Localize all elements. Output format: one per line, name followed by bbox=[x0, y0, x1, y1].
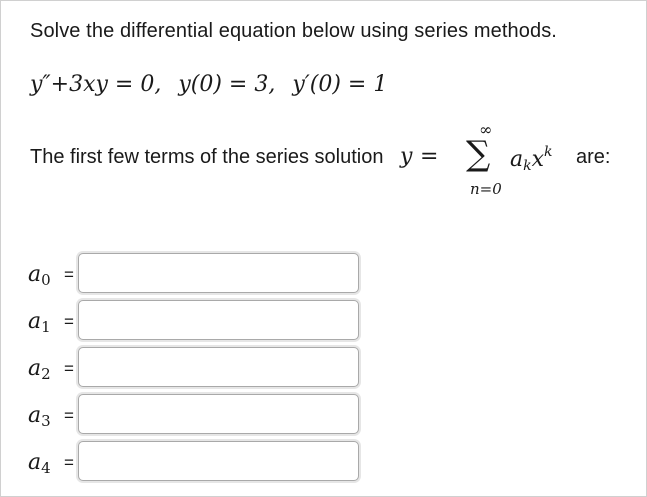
coefficient-input-a0[interactable] bbox=[78, 253, 359, 293]
equals-sign: = bbox=[64, 359, 74, 378]
instruction-text: Solve the differential equation below using series methods. bbox=[30, 20, 557, 42]
differential-equation bbox=[30, 72, 387, 97]
coefficient-row-a4 bbox=[28, 440, 368, 487]
coefficient-row-a2 bbox=[28, 346, 368, 393]
series-y: y bbox=[400, 144, 413, 169]
equals-sign: = bbox=[64, 312, 74, 331]
summation-symbol: ∑ bbox=[466, 134, 491, 174]
initial-condition-yprime: y′(0) = 1 bbox=[292, 72, 388, 97]
coefficient-row-a3 bbox=[28, 393, 368, 440]
coefficient-list bbox=[28, 252, 368, 487]
equals-sign: = bbox=[64, 265, 74, 284]
coefficient-input-a4[interactable] bbox=[78, 441, 359, 481]
series-formula bbox=[400, 118, 640, 198]
series-equals: = bbox=[420, 144, 439, 169]
sum-upper-limit: ∞ bbox=[479, 120, 493, 139]
coefficient-label: $a_3$ bbox=[28, 403, 51, 430]
initial-condition-y: y(0) = 3, bbox=[178, 72, 276, 97]
coefficient-input-a1[interactable] bbox=[78, 300, 359, 340]
series-term: $a_kx^k$ bbox=[510, 144, 553, 174]
coefficient-input-a3[interactable] bbox=[78, 394, 359, 434]
coefficient-input-a2[interactable] bbox=[78, 347, 359, 387]
coefficient-label: $a_0$ bbox=[28, 262, 51, 289]
equals-sign: = bbox=[64, 406, 74, 425]
series-prompt-text: The first few terms of the series solution bbox=[30, 146, 384, 168]
coefficient-label: $a_2$ bbox=[28, 356, 51, 383]
coefficient-row-a1 bbox=[28, 299, 368, 346]
coefficient-label: $a_4$ bbox=[28, 450, 51, 477]
ode-expression: y″+3xy = 0, bbox=[30, 72, 162, 97]
coefficient-row-a0 bbox=[28, 252, 368, 299]
sum-lower-limit: n=0 bbox=[470, 180, 502, 198]
coefficient-label: $a_1$ bbox=[28, 309, 51, 336]
equals-sign: = bbox=[64, 453, 74, 472]
series-trail-text: are: bbox=[576, 146, 611, 168]
